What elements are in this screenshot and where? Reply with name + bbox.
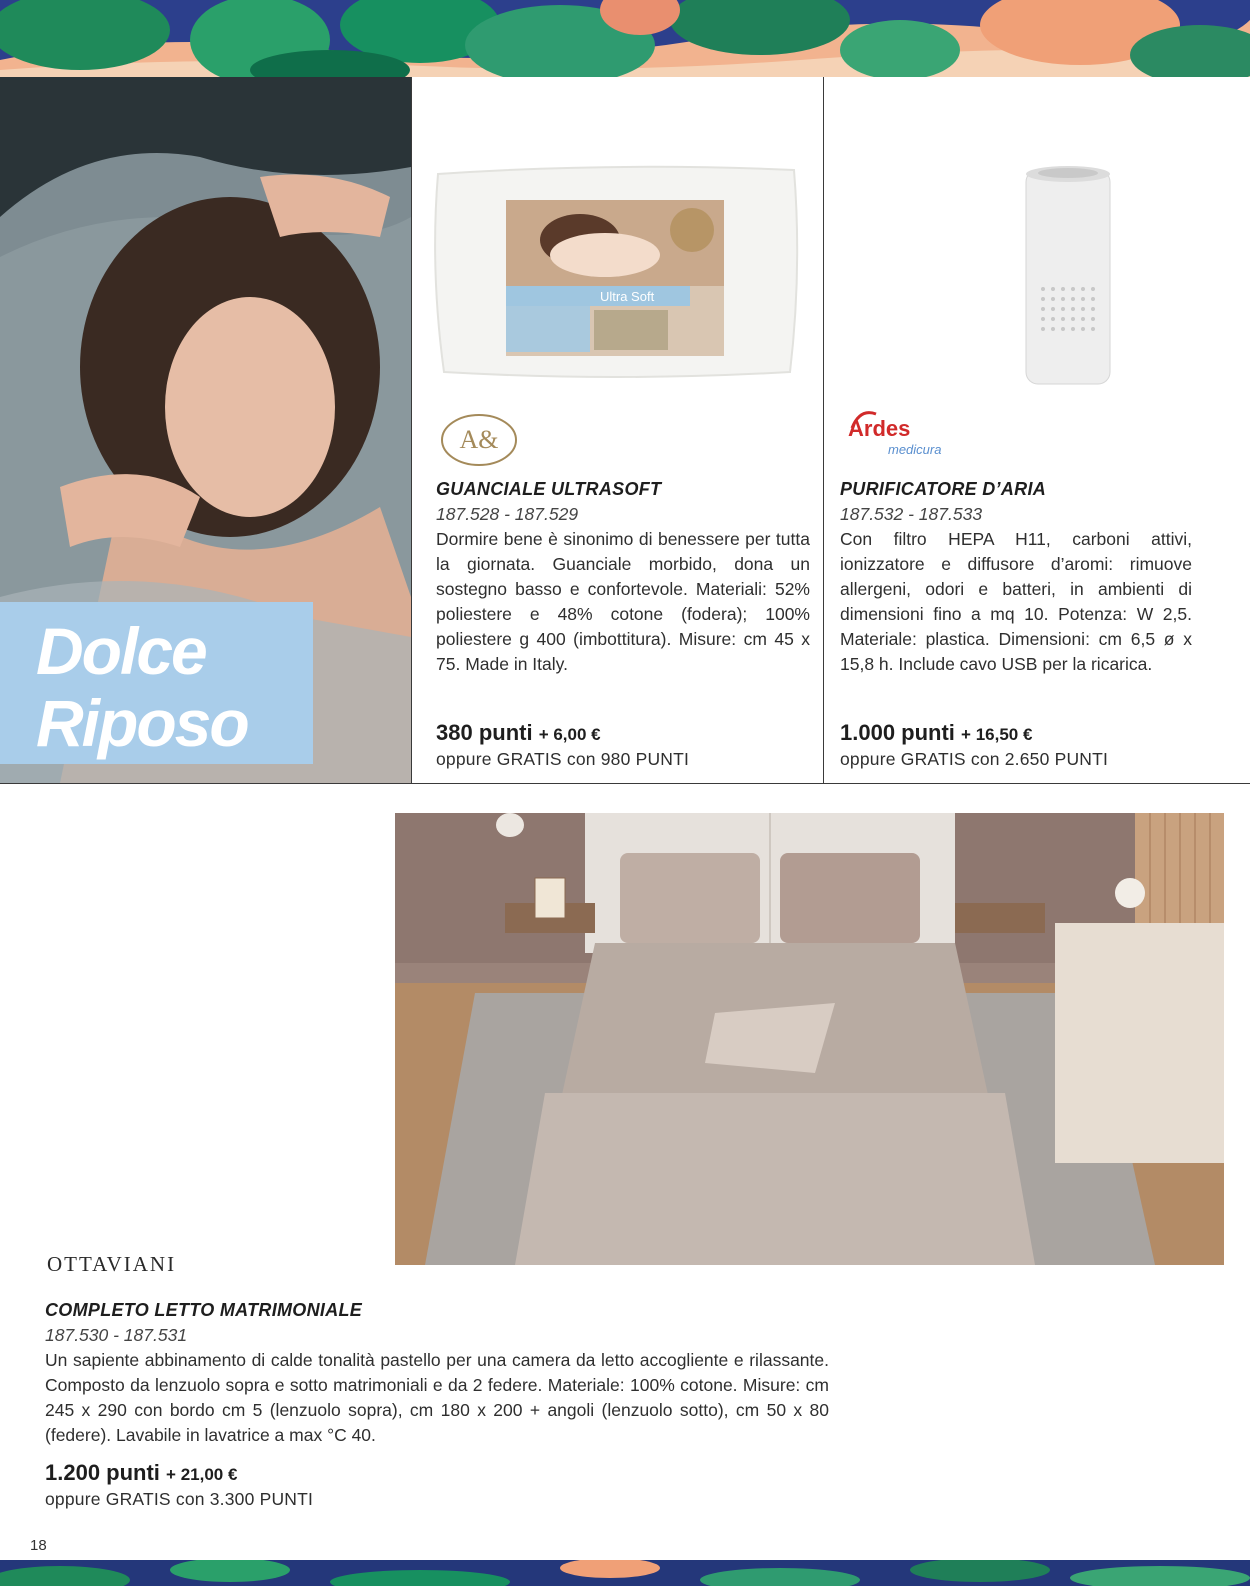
- ardes-logo-text: Ardes: [848, 416, 911, 441]
- product-completo-letto: [45, 1300, 829, 1448]
- price-points: 1.000 punti: [840, 720, 955, 745]
- product-code: 187.532 - 187.533: [840, 504, 983, 524]
- price-extra: + 6,00 €: [538, 725, 601, 744]
- bedroom-illustration: [395, 813, 1224, 1265]
- ae-logo-text: A&: [459, 425, 499, 454]
- bottom-leaves-illustration: [0, 1560, 1250, 1586]
- product-code: 187.528 - 187.529: [436, 504, 579, 524]
- product-title: GUANCIALE ULTRASOFT: [436, 479, 662, 499]
- bedroom-product-image: [395, 813, 1224, 1265]
- column-divider: [823, 77, 824, 783]
- product-title: PURIFICATORE D’ARIA: [840, 479, 1047, 499]
- air-purifier-illustration: [1018, 164, 1118, 388]
- ardes-brand-logo: [846, 406, 956, 462]
- product-guanciale: [436, 479, 810, 677]
- price-extra: + 21,00 €: [166, 1465, 238, 1484]
- hero-title: [36, 615, 248, 759]
- product-price: [840, 720, 1032, 746]
- column-divider: [411, 77, 412, 783]
- product-code: 187.530 - 187.531: [45, 1325, 188, 1345]
- pillow-product-image: [430, 160, 802, 382]
- pillow-illustration: [430, 160, 802, 382]
- row-divider: [0, 783, 1250, 784]
- page-number: 18: [30, 1537, 47, 1554]
- pillow-package-label: Ultra Soft: [600, 289, 655, 304]
- hero-title-line2: Riposo: [36, 686, 248, 760]
- product-description: Con filtro HEPA H11, carboni attivi, ionizzatore e diffusore d’aromi: rimuove allergeni, odori e batteri, in ambienti di dimensioni fino a mq 10. Potenza: W 2,5. Materiale: plastica. Dimensioni: cm 6,5 ø x 15,8 h. Include cavo USB per la ricarica.: [840, 529, 1192, 674]
- ottaviani-brand-logo: OTTAVIANI: [47, 1252, 177, 1276]
- product-description: Dormire bene è sinonimo di benessere per tutta la giornata. Guanciale morbido, dona un sostegno basso e confortevole. Materiali: 52% poliestere e 48% cotone (fodera); 100% poliestere g 400 (imbottitura). Misure: cm 45 x 75. Made in Italy.: [436, 529, 810, 674]
- air-purifier-product-image: [1018, 164, 1118, 388]
- price-points: 380 punti: [436, 720, 533, 745]
- price-alternative: oppure GRATIS con 3.300 PUNTI: [45, 1489, 314, 1509]
- product-title: COMPLETO LETTO MATRIMONIALE: [45, 1300, 363, 1320]
- price-points: 1.200 punti: [45, 1460, 160, 1485]
- price-alternative: oppure GRATIS con 980 PUNTI: [436, 749, 690, 769]
- ardes-logo-mark: [846, 406, 956, 462]
- product-price: [45, 1460, 237, 1486]
- hero-title-line1: Dolce: [36, 614, 206, 688]
- ae-logo-mark: [440, 413, 518, 467]
- bottom-decorative-band: [0, 1560, 1250, 1586]
- ae-brand-logo: [440, 413, 518, 467]
- product-description: Un sapiente abbinamento di calde tonalità pastello per una camera da letto accogliente e rilassante. Composto da lenzuolo sopra e sotto matrimoniali e da 2 federe. Materiale: 100% cotone. Misure: cm 245 x 290 con bordo cm 5 (lenzuolo sopra), cm 180 x 200 + angoli (lenzuolo sotto), cm 50 x 80 (federe). Lavabile in lavatrice a max °C 40.: [45, 1350, 829, 1445]
- tropical-leaves-illustration: [0, 0, 1250, 77]
- product-price: [436, 720, 601, 746]
- price-alternative: oppure GRATIS con 2.650 PUNTI: [840, 749, 1109, 769]
- product-purificatore: [840, 479, 1192, 677]
- medicura-logo-text: medicura: [888, 442, 942, 457]
- price-extra: + 16,50 €: [961, 725, 1033, 744]
- top-decorative-band: [0, 0, 1250, 77]
- hero-photo-sleeping-woman: [0, 77, 411, 783]
